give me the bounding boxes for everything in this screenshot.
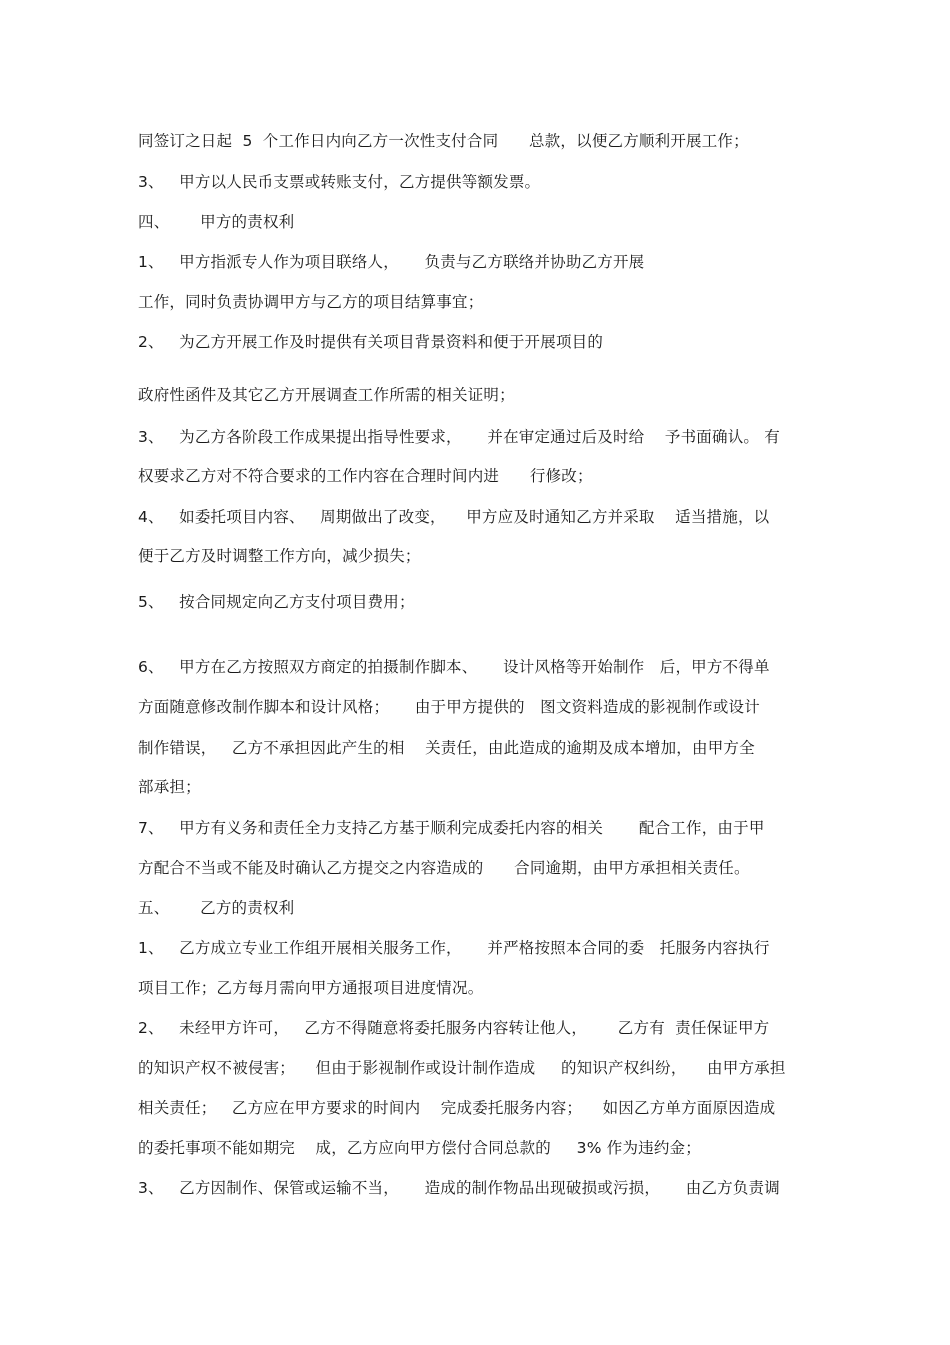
text-line: 3、 甲方以人民币支票或转账支付，乙方提供等额发票。: [138, 173, 541, 191]
section-heading: 五、 乙方的责权利: [138, 899, 295, 917]
text-line: 6、 甲方在乙方按照双方商定的拍摄制作脚本、 设计风格等开始制作 后，甲方不得单: [138, 658, 770, 676]
section-heading: 四、 甲方的责权利: [138, 213, 295, 231]
text-line: 1、 甲方指派专人作为项目联络人， 负责与乙方联络并协助乙方开展: [138, 253, 645, 271]
text-line: 7、 甲方有义务和责任全力支持乙方基于顺利完成委托内容的相关 配合工作，由于甲: [138, 819, 765, 837]
text-line: 的知识产权不被侵害； 但由于影视制作或设计制作造成 的知识产权纠纷， 由甲方承担: [138, 1059, 786, 1077]
text-line: 工作，同时负责协调甲方与乙方的项目结算事宜；: [138, 293, 484, 311]
text-line: 5、 按合同规定向乙方支付项目费用；: [138, 593, 415, 611]
text-line: 项目工作；乙方每月需向甲方通报项目进度情况。: [138, 979, 484, 997]
text-line: 方面随意修改制作脚本和设计风格； 由于甲方提供的 图文资料造成的影视制作或设计: [138, 698, 760, 716]
text-line: 3、 乙方因制作、保管或运输不当， 造成的制作物品出现破损或污损， 由乙方负责调: [138, 1179, 780, 1197]
text-line: 政府性函件及其它乙方开展调查工作所需的相关证明；: [138, 386, 515, 404]
text-line: 方配合不当或不能及时确认乙方提交之内容造成的 合同逾期，由甲方承担相关责任。: [138, 859, 750, 877]
text-line: 2、 未经甲方许可， 乙方不得随意将委托服务内容转让他人， 乙方有 责任保证甲方: [138, 1019, 770, 1037]
text-line: 3、 为乙方各阶段工作成果提出指导性要求， 并在审定通过后及时给 予书面确认。 有: [138, 428, 780, 446]
text-line: 4、 如委托项目内容、 周期做出了改变， 甲方应及时通知乙方并采取 适当措施，以: [138, 508, 770, 526]
text-line: 便于乙方及时调整工作方向，减少损失；: [138, 547, 421, 565]
text-line: 部承担；: [138, 778, 201, 796]
text-line: 1、 乙方成立专业工作组开展相关服务工作， 并严格按照本合同的委 托服务内容执行: [138, 939, 770, 957]
text-line: 2、 为乙方开展工作及时提供有关项目背景资料和便于开展项目的: [138, 333, 604, 351]
text-line: 的委托事项不能如期完 成，乙方应向甲方偿付合同总款的 3% 作为违约金；: [138, 1139, 701, 1157]
text-line: 权要求乙方对不符合要求的工作内容在合理时间内进 行修改；: [138, 467, 593, 485]
text-line: 同签订之日起 5 个工作日内向乙方一次性支付合同 总款，以便乙方顺利开展工作；: [138, 132, 749, 150]
text-line: 相关责任； 乙方应在甲方要求的时间内 完成委托服务内容； 如因乙方单方面原因造成: [138, 1099, 776, 1117]
text-line: 制作错误， 乙方不承担因此产生的相 关责任，由此造成的逾期及成本增加，由甲方全: [138, 739, 755, 757]
